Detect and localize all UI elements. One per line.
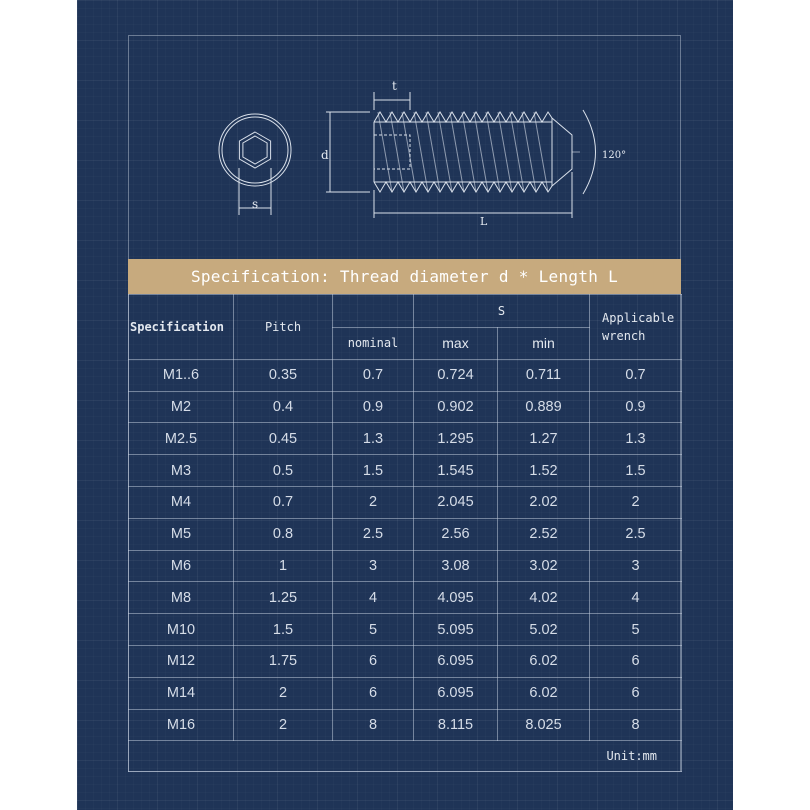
cell-wrench: 4 bbox=[590, 582, 682, 614]
cell-spec: M16 bbox=[129, 709, 234, 741]
cell-max: 1.545 bbox=[414, 455, 498, 487]
cell-min: 4.02 bbox=[498, 582, 590, 614]
cell-max: 0.902 bbox=[414, 391, 498, 423]
cell-nominal: 8 bbox=[333, 709, 414, 741]
cell-pitch: 1.75 bbox=[234, 645, 333, 677]
cell-max: 6.095 bbox=[414, 645, 498, 677]
table-row bbox=[129, 709, 682, 741]
cell-wrench: 3 bbox=[590, 550, 682, 582]
table-row bbox=[129, 518, 682, 550]
header-max: max bbox=[414, 328, 498, 360]
unit-row bbox=[129, 741, 682, 772]
cell-nominal: 3 bbox=[333, 550, 414, 582]
cell-pitch: 2 bbox=[234, 709, 333, 741]
cell-nominal: 1.3 bbox=[333, 423, 414, 455]
label-s: s bbox=[252, 197, 259, 211]
cell-spec: M14 bbox=[129, 677, 234, 709]
table-row bbox=[129, 677, 682, 709]
cell-nominal: 6 bbox=[333, 645, 414, 677]
cell-pitch: 0.8 bbox=[234, 518, 333, 550]
set-screw-drawing bbox=[200, 80, 660, 230]
label-angle: 120° bbox=[602, 150, 627, 161]
cell-min: 1.52 bbox=[498, 455, 590, 487]
cell-nominal: 5 bbox=[333, 614, 414, 646]
cell-pitch: 0.35 bbox=[234, 359, 333, 391]
cell-nominal: 0.7 bbox=[333, 359, 414, 391]
table-row bbox=[129, 359, 682, 391]
label-L: L bbox=[480, 215, 488, 228]
cell-min: 3.02 bbox=[498, 550, 590, 582]
table-row bbox=[129, 614, 682, 646]
cell-spec: M12 bbox=[129, 645, 234, 677]
cell-pitch: 0.45 bbox=[234, 423, 333, 455]
header-pitch: Pitch bbox=[234, 295, 333, 360]
cell-min: 5.02 bbox=[498, 614, 590, 646]
cell-spec: M3 bbox=[129, 455, 234, 487]
cell-spec: M6 bbox=[129, 550, 234, 582]
cell-wrench: 1.5 bbox=[590, 455, 682, 487]
cell-spec: M5 bbox=[129, 518, 234, 550]
table-row bbox=[129, 486, 682, 518]
cell-min: 1.27 bbox=[498, 423, 590, 455]
cell-min: 2.52 bbox=[498, 518, 590, 550]
side-view-icon bbox=[326, 92, 596, 218]
cell-nominal: 2 bbox=[333, 486, 414, 518]
cell-wrench: 6 bbox=[590, 677, 682, 709]
cell-wrench: 2.5 bbox=[590, 518, 682, 550]
cell-max: 0.724 bbox=[414, 359, 498, 391]
header-s: S bbox=[414, 295, 590, 328]
cell-pitch: 1 bbox=[234, 550, 333, 582]
table-row bbox=[129, 455, 682, 487]
header-empty bbox=[333, 295, 414, 328]
cell-spec: M4 bbox=[129, 486, 234, 518]
table-row bbox=[129, 582, 682, 614]
cell-spec: M10 bbox=[129, 614, 234, 646]
header-wrench-line2: wrench bbox=[602, 328, 646, 343]
header-row-1 bbox=[129, 295, 682, 328]
header-wrench-line1: Applicable bbox=[602, 310, 675, 325]
header-wrench bbox=[590, 295, 682, 360]
cell-nominal: 4 bbox=[333, 582, 414, 614]
cell-pitch: 1.5 bbox=[234, 614, 333, 646]
cell-nominal: 6 bbox=[333, 677, 414, 709]
cell-pitch: 0.7 bbox=[234, 486, 333, 518]
cell-nominal: 2.5 bbox=[333, 518, 414, 550]
cell-spec: M2 bbox=[129, 391, 234, 423]
cell-min: 2.02 bbox=[498, 486, 590, 518]
table-row bbox=[129, 423, 682, 455]
table-row bbox=[129, 550, 682, 582]
label-t: t bbox=[392, 80, 397, 93]
table-row bbox=[129, 645, 682, 677]
header-spec: Specification bbox=[129, 295, 234, 360]
cell-wrench: 2 bbox=[590, 486, 682, 518]
label-d: d bbox=[321, 148, 329, 162]
cell-max: 2.045 bbox=[414, 486, 498, 518]
cell-max: 5.095 bbox=[414, 614, 498, 646]
cell-nominal: 0.9 bbox=[333, 391, 414, 423]
cell-min: 0.889 bbox=[498, 391, 590, 423]
cell-wrench: 1.3 bbox=[590, 423, 682, 455]
cell-min: 8.025 bbox=[498, 709, 590, 741]
cell-pitch: 0.4 bbox=[234, 391, 333, 423]
cell-min: 6.02 bbox=[498, 677, 590, 709]
cell-max: 4.095 bbox=[414, 582, 498, 614]
cell-max: 2.56 bbox=[414, 518, 498, 550]
cell-spec: M2.5 bbox=[129, 423, 234, 455]
cell-pitch: 0.5 bbox=[234, 455, 333, 487]
cell-pitch: 1.25 bbox=[234, 582, 333, 614]
header-min: min bbox=[498, 328, 590, 360]
cell-spec: M8 bbox=[129, 582, 234, 614]
header-nominal: nominal bbox=[333, 328, 414, 360]
cell-max: 8.115 bbox=[414, 709, 498, 741]
cell-min: 0.711 bbox=[498, 359, 590, 391]
specification-banner: Specification: Thread diameter d * Length L bbox=[128, 259, 681, 294]
cell-wrench: 8 bbox=[590, 709, 682, 741]
cell-wrench: 6 bbox=[590, 645, 682, 677]
cell-spec: M1..6 bbox=[129, 359, 234, 391]
cell-wrench: 0.9 bbox=[590, 391, 682, 423]
cell-max: 6.095 bbox=[414, 677, 498, 709]
cell-max: 1.295 bbox=[414, 423, 498, 455]
specification-table bbox=[128, 294, 682, 772]
cell-nominal: 1.5 bbox=[333, 455, 414, 487]
unit-label: Unit:mm bbox=[129, 741, 682, 772]
cell-wrench: 0.7 bbox=[590, 359, 682, 391]
cell-wrench: 5 bbox=[590, 614, 682, 646]
table-row bbox=[129, 391, 682, 423]
cell-min: 6.02 bbox=[498, 645, 590, 677]
cell-pitch: 2 bbox=[234, 677, 333, 709]
cell-max: 3.08 bbox=[414, 550, 498, 582]
